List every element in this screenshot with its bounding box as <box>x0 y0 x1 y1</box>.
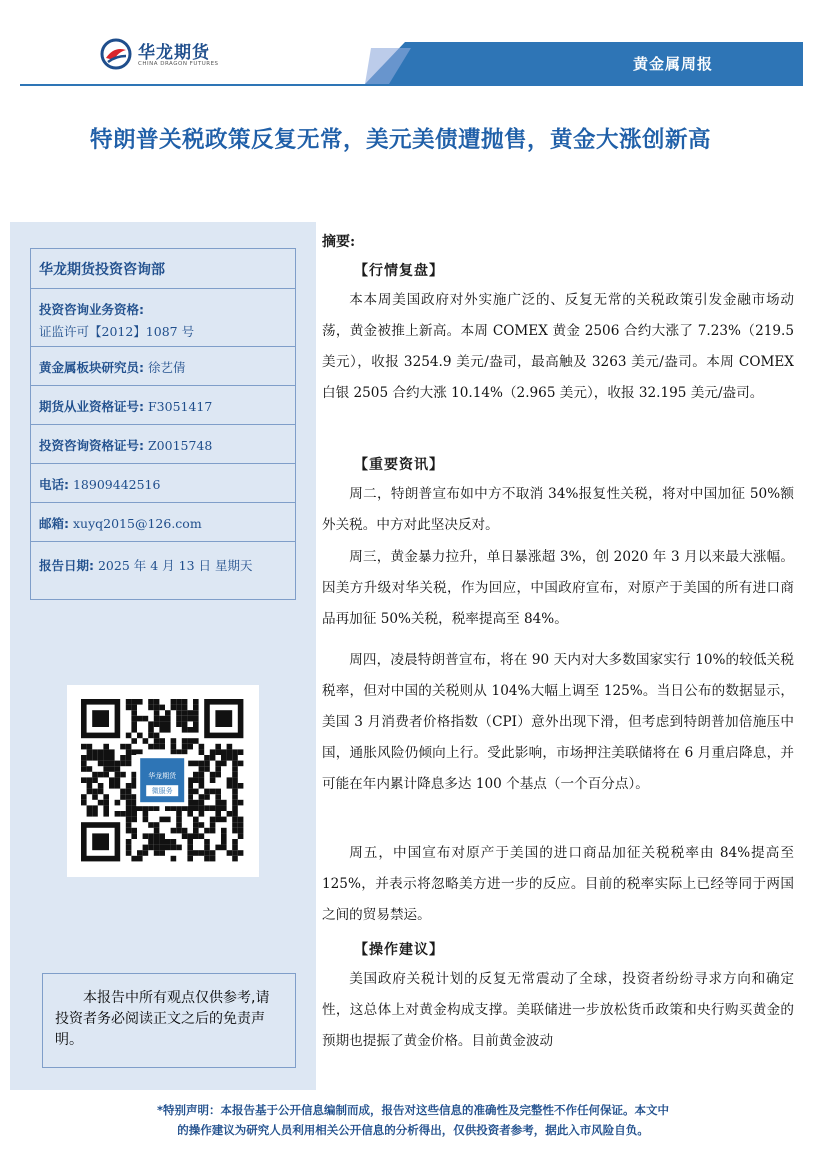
report-type-band <box>365 42 803 84</box>
news-paragraph-thursday: 周四，凌晨特朗普宣布，将在 90 天内对大多数国家实行 10%的较低关税税率，但对中国的关税则从 104%大幅上调至 125%。当日公布的数据显示，美国 3 月消费者价格指数（CPI）意外出现下滑，但考虑到特朗普加倍施压中国，通胀风险仍倾向上行。受此影响，市场押注美联储将在 6 月重启降息，并可能在年内累计降息多达 100 个基点（一个百分点）。 <box>322 652 794 792</box>
trading-advice-paragraph: 美国政府关税计划的反复无常震动了全球，投资者纷纷寻求方向和确定性，这总体上对黄金构成支撑。美联储进一步放松货币政策和央行购买黄金的预期也提振了黄金价格。目前黄金波动 <box>322 971 794 1049</box>
footer-line-1: *特别声明：本报告基于公开信息编制而成，报告对这些信息的准确性及完整性不作任何保证。本文中 <box>156 1103 669 1117</box>
consult-cert-row <box>31 425 295 464</box>
qualification-value: 证监许可【2012】1087 号 <box>39 324 195 339</box>
email-value[interactable]: xuyq2015@126.com <box>72 516 202 531</box>
date-value: 2025 年 4 月 13 日 星期天 <box>97 558 253 573</box>
header-divider <box>20 84 803 86</box>
qr-code-icon <box>67 685 259 877</box>
brand-name: 华龙期货 <box>138 43 210 63</box>
futures-cert-label: 期货从业资格证号: <box>39 399 144 414</box>
consult-cert-value: Z0015748 <box>147 438 213 453</box>
department-name: 华龙期货投资咨询部 <box>39 262 165 278</box>
consult-cert-label: 投资咨询资格证号: <box>39 438 144 453</box>
qr-badge-brand: 华龙期货 <box>148 772 177 781</box>
section-market-review: 【行情复盘】 <box>354 263 444 279</box>
researcher-label: 黄金属板块研究员: <box>39 360 144 375</box>
footer-disclaimer <box>0 1100 826 1140</box>
section-trading-advice: 【操作建议】 <box>354 942 444 958</box>
report-title: 特朗普关税政策反复无常，美元美债遭抛售，黄金大涨创新高 <box>90 127 712 153</box>
date-label: 报告日期: <box>39 558 94 573</box>
wechat-qr-code <box>67 685 259 877</box>
news-paragraph-tuesday: 周二，特朗普宣布如中方不取消 34%报复性关税，将对中国加征 50%额外关税。中方对此坚决反对。 <box>322 486 794 533</box>
futures-cert-value: F3051417 <box>147 399 213 414</box>
dragon-logo-icon <box>100 38 132 70</box>
date-row <box>31 542 295 599</box>
sidebar-disclaimer: 本报告中所有观点仅供参考,请投资者务必阅读正文之后的免责声明。 <box>42 973 296 1068</box>
futures-cert-row <box>31 386 295 425</box>
analyst-info-box <box>30 248 296 600</box>
news-paragraph-wednesday: 周三，黄金暴力拉升，单日暴涨超 3%，创 2020 年 3 月以来最大涨幅。因美方升级对华关税，作为回应，中国政府宣布，对原产于美国的所有进口商品再加征 50%关税，税率提高至 84%。 <box>322 549 794 627</box>
phone-value: 18909442516 <box>72 477 161 492</box>
email-row <box>31 503 295 542</box>
footer-line-2: 的操作建议为研究人员利用相关公开信息的分析得出，仅供投资者参考，据此入市风险自负。 <box>177 1123 649 1137</box>
phone-row <box>31 464 295 503</box>
sidebar-panel <box>10 222 316 1090</box>
news-paragraph-friday: 周五，中国宣布对原产于美国的进口商品加征关税税率由 84%提高至 125%，并表示将忽略美方进一步的反应。目前的税率实际上已经等同于两国之间的贸易禁运。 <box>322 845 794 923</box>
market-review-paragraph: 本本周美国政府对外实施广泛的、反复无常的关税政策引发金融市场动荡，黄金被推上新高。本周 COMEX 黄金 2506 合约大涨了 7.23%（219.5 美元），收报 3254.9 美元/盎司，最高触及 3263 美元/盎司。本周 COMEX 白银 2505 合约大涨 10.14%（2.965 美元），收报 32.195 美元/盎司。 <box>322 292 794 401</box>
department-row <box>31 249 295 289</box>
researcher-row <box>31 347 295 386</box>
qualification-row <box>31 289 295 347</box>
email-label: 邮箱: <box>39 516 69 531</box>
qualification-label: 投资咨询业务资格: <box>39 302 144 317</box>
section-key-news: 【重要资讯】 <box>354 457 444 473</box>
brand-subtitle: CHINA DRAGON FUTURES <box>138 61 219 67</box>
report-type-label: 黄金属周报 <box>632 55 713 73</box>
company-logo <box>100 36 220 74</box>
qr-badge-service: 微服务 <box>151 787 173 796</box>
phone-label: 电话: <box>39 477 69 492</box>
abstract-label: 摘要: <box>322 234 356 250</box>
researcher-name: 徐艺倩 <box>147 360 186 375</box>
